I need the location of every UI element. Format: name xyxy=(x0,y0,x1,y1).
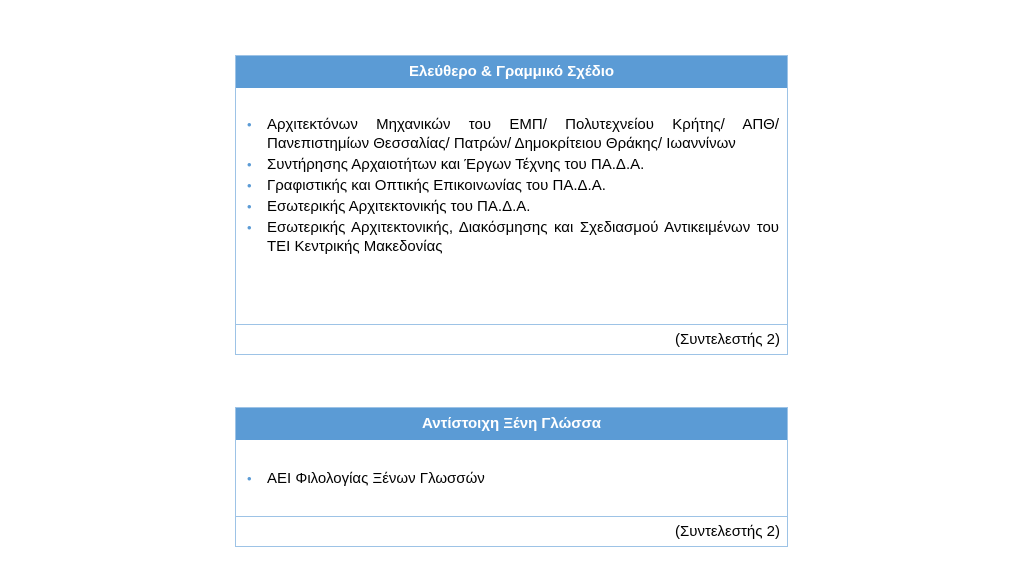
list-item-text: Συντήρησης Αρχαιοτήτων και Έργων Τέχνης του ΠΑ.Δ.Α. xyxy=(267,156,645,173)
coefficient-label: (Συντελεστής 2) xyxy=(674,523,780,540)
list-item-text: Εσωτερικής Αρχιτεκτονικής, Διακόσμησης και Σχεδιασμού Αντικειμένων του ΤΕΙ Κεντρικής Μακεδονίας xyxy=(267,219,779,255)
bullet-icon: • xyxy=(247,199,252,214)
list-item xyxy=(244,197,779,216)
list-item xyxy=(244,155,779,174)
list-item xyxy=(244,176,779,195)
department-list xyxy=(244,469,779,488)
list-item-text: Γραφιστικής και Οπτικής Επικοινωνίας του ΠΑ.Δ.Α. xyxy=(267,177,606,194)
list-item xyxy=(244,218,779,256)
department-list xyxy=(244,115,779,256)
bullet-icon: • xyxy=(247,117,252,132)
list-item xyxy=(244,469,779,488)
list-item-text: Εσωτερικής Αρχιτεκτονικής του ΠΑ.Δ.Α. xyxy=(267,198,531,215)
bullet-icon: • xyxy=(247,157,252,172)
list-item-text: Αρχιτεκτόνων Μηχανικών του ΕΜΠ/ Πολυτεχνείου Κρήτης/ ΑΠΘ/ Πανεπιστημίων Θεσσαλίας/ Πατρών/ Δημοκρίτειου Θράκης/ Ιωαννίνων xyxy=(267,116,779,152)
bullet-icon: • xyxy=(247,471,252,486)
list-item-text: ΑΕΙ Φιλολογίας Ξένων Γλωσσών xyxy=(267,470,485,487)
card-body xyxy=(236,88,787,325)
bullet-icon: • xyxy=(247,220,252,235)
card-title: Ελεύθερο & Γραμμικό Σχέδιο xyxy=(236,56,787,88)
card-body xyxy=(236,440,787,517)
card-title: Αντίστοιχη Ξένη Γλώσσα xyxy=(236,408,787,440)
coefficient-label: (Συντελεστής 2) xyxy=(674,331,780,348)
bullet-icon: • xyxy=(247,178,252,193)
drawing-requirements-card xyxy=(235,55,788,355)
foreign-language-card xyxy=(235,407,788,547)
list-item xyxy=(244,115,779,153)
